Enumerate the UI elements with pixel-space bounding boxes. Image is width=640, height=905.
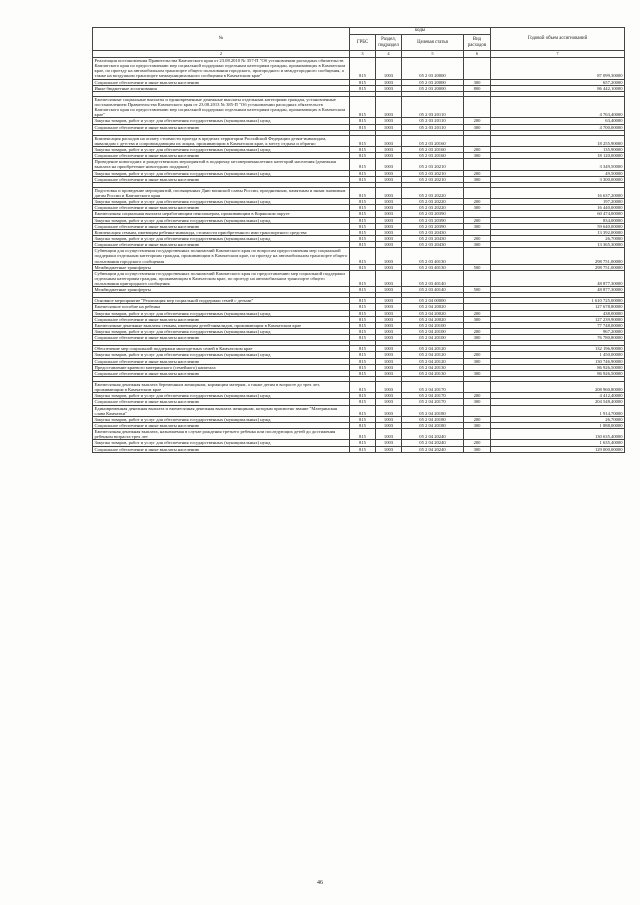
row-section-cell: 1003	[376, 264, 402, 270]
row-amount-cell: 135,90000	[491, 146, 625, 152]
row-amount-cell: 298 751,00000	[491, 264, 625, 270]
row-amount-cell: 298 751,00000	[491, 248, 625, 264]
row-amount-cell: 26,70000	[491, 235, 625, 241]
row-section-cell: 1003	[376, 440, 402, 446]
row-section-cell: 1003	[376, 146, 402, 152]
row-target-cell: 05 2 03 20220	[402, 199, 464, 205]
row-type-cell: 300	[464, 446, 491, 452]
row-section-cell: 1003	[376, 58, 402, 80]
row-type-cell: 200	[464, 118, 491, 124]
row-target-cell: 05 2 04 20120	[402, 358, 464, 364]
row-grbs-cell: 815	[350, 229, 376, 235]
row-target-cell: 05 2 03 20000	[402, 79, 464, 85]
row-name-cell: Социальное обеспечение и иные выплаты населению	[93, 358, 350, 364]
row-type-cell: 200	[464, 329, 491, 335]
row-target-cell: 05 2 03 20160	[402, 135, 464, 146]
row-target-cell: 05 2 04 20020	[402, 316, 464, 322]
row-amount-cell: 3 300,00000	[491, 176, 625, 182]
row-amount-cell: 967,20000	[491, 329, 625, 335]
row-name-cell: Обеспечение мер социальной поддержки многодетных семей в Камчатском крае	[93, 346, 350, 352]
row-target-cell: 05 2 03 20430	[402, 229, 464, 235]
row-target-cell: 05 2 04 20170	[402, 399, 464, 405]
row-type-cell: 800	[464, 85, 491, 91]
row-target-cell: 05 2 03 40140	[402, 287, 464, 293]
row-name-cell: Ежемесячная денежная выплата, назначаемая в случае рождения третьего ребенка или последующих детей до достижения ребенком возраста трех лет	[93, 429, 350, 440]
row-grbs-cell: 815	[350, 187, 376, 198]
row-amount-cell: 48 877,30000	[491, 270, 625, 286]
row-name-cell: Социальное обеспечение и иные выплаты населению	[93, 205, 350, 211]
row-type-cell	[464, 159, 491, 170]
row-target-cell: 05 2 03 20390	[402, 211, 464, 217]
row-section-cell: 1003	[376, 118, 402, 124]
row-name-cell: Социальное обеспечение и иные выплаты населению	[93, 223, 350, 229]
table-row	[93, 248, 625, 264]
row-section-cell: 1003	[376, 229, 402, 235]
row-target-cell: 05 2 04 20120	[402, 346, 464, 352]
row-amount-cell: 1 450,00000	[491, 352, 625, 358]
row-grbs-cell: 815	[350, 287, 376, 293]
row-type-cell: 300	[464, 176, 491, 182]
row-section-cell: 1003	[376, 199, 402, 205]
row-section-cell: 1003	[376, 346, 402, 352]
row-grbs-cell: 815	[350, 405, 376, 416]
row-amount-cell: 127 239,90000	[491, 316, 625, 322]
row-amount-cell: 1 635,40000	[491, 440, 625, 446]
row-target-cell: 05 2 03 20210	[402, 170, 464, 176]
row-grbs-cell: 815	[350, 85, 376, 91]
row-amount-cell: 13 392,00000	[491, 229, 625, 235]
row-grbs-cell: 815	[350, 223, 376, 229]
row-section-cell: 1003	[376, 153, 402, 159]
row-section-cell: 1003	[376, 310, 402, 316]
row-grbs-cell: 815	[350, 79, 376, 85]
row-section-cell: 1003	[376, 352, 402, 358]
header-type: Вид расходов	[464, 35, 491, 51]
row-grbs-cell: 815	[350, 423, 376, 429]
row-section-cell: 1003	[376, 322, 402, 328]
row-grbs-cell: 815	[350, 153, 376, 159]
row-section-cell: 1003	[376, 170, 402, 176]
row-target-cell: 05 2 04 20180	[402, 416, 464, 422]
row-target-cell: 05 2 04 20130	[402, 370, 464, 376]
row-amount-cell: 127 678,80000	[491, 304, 625, 310]
row-type-cell: 200	[464, 310, 491, 316]
row-name-cell: Социальное обеспечение и иные выплаты населению	[93, 370, 350, 376]
row-grbs-cell: 815	[350, 440, 376, 446]
row-amount-cell: 834,00000	[491, 217, 625, 223]
table-header	[93, 28, 625, 58]
row-grbs-cell: 815	[350, 310, 376, 316]
row-grbs-cell: 815	[350, 146, 376, 152]
row-section-cell: 1003	[376, 96, 402, 118]
row-amount-cell: 3 349,50000	[491, 159, 625, 170]
header-codes: коды	[350, 28, 491, 35]
row-grbs-cell: 815	[350, 211, 376, 217]
row-type-cell	[464, 382, 491, 393]
header-section: Раздел, подраздел	[376, 35, 402, 51]
row-section-cell: 1003	[376, 446, 402, 452]
row-grbs-cell: 815	[350, 242, 376, 248]
table-row	[93, 187, 625, 198]
row-name-cell: Компенсация семьям, имеющим ребенка-инвалида, стоимости приобретенного ими транспортного средства	[93, 229, 350, 235]
row-target-cell: 05 2 03 20000	[402, 58, 464, 80]
row-target-cell: 05 2 03 20160	[402, 153, 464, 159]
row-type-cell: 300	[464, 124, 491, 130]
row-type-cell: 200	[464, 235, 491, 241]
row-amount-cell: 13 365,30000	[491, 242, 625, 248]
row-amount-cell: 657,20000	[491, 79, 625, 85]
row-grbs-cell: 815	[350, 446, 376, 452]
row-target-cell: 05 2 03 40140	[402, 270, 464, 286]
row-name-cell: Социальное обеспечение и иные выплаты населению	[93, 399, 350, 405]
table-row	[93, 159, 625, 170]
row-name-cell: Субвенции для осуществления государственных полномочий Камчатского края по предоставлению мер социальной поддержки отдельным категориям граждан, проживающим в Камчатском крае, по проезду на автомобильном транспорте общего пользования пригородного сообщения	[93, 270, 350, 286]
table-row	[93, 429, 625, 440]
row-amount-cell: 438,00000	[491, 310, 625, 316]
table-row	[93, 135, 625, 146]
table-row	[93, 96, 625, 118]
row-amount-cell: 4 763,40000	[491, 96, 625, 118]
row-grbs-cell: 815	[350, 352, 376, 358]
row-name-cell: Проведение новогодних и рождественских мероприятий в подарочку несовершеннолетних категорий населения (денежная выплата на приобретение новогодних подарков)	[93, 159, 350, 170]
row-section-cell: 1003	[376, 287, 402, 293]
row-amount-cell: 130 746,90000	[491, 358, 625, 364]
row-type-cell: 300	[464, 335, 491, 341]
row-target-cell: 05 2 04 20130	[402, 364, 464, 370]
row-amount-cell: 129 000,00000	[491, 446, 625, 452]
row-section-cell: 1003	[376, 211, 402, 217]
row-name-cell: Закупка товаров, работ и услуг для обеспечения государственных (муниципальных) нужд	[93, 352, 350, 358]
row-section-cell: 1003	[376, 393, 402, 399]
row-name-cell: Закупка товаров, работ и услуг для обеспечения государственных (муниципальных) нужд	[93, 217, 350, 223]
row-target-cell: 05 2 04 20120	[402, 352, 464, 358]
row-type-cell	[464, 96, 491, 118]
row-type-cell	[464, 248, 491, 264]
row-target-cell: 05 2 04 20020	[402, 304, 464, 310]
row-type-cell	[464, 135, 491, 146]
row-grbs-cell: 815	[350, 322, 376, 328]
table-body	[93, 58, 625, 453]
row-name-cell: Закупка товаров, работ и услуг для обеспечения государственных (муниципальных) нужд	[93, 170, 350, 176]
row-amount-cell: 132 196,90000	[491, 346, 625, 352]
row-name-cell: Закупка товаров, работ и услуг для обеспечения государственных (муниципальных) нужд	[93, 146, 350, 152]
row-type-cell: 300	[464, 399, 491, 405]
row-target-cell: 05 2 03 20210	[402, 159, 464, 170]
row-amount-cell: 49,50000	[491, 170, 625, 176]
row-amount-cell: 59 640,00000	[491, 223, 625, 229]
column-index: 6	[464, 51, 491, 58]
row-amount-cell: 1 888,00000	[491, 423, 625, 429]
row-section-cell: 1003	[376, 382, 402, 393]
row-section-cell: 1003	[376, 248, 402, 264]
row-target-cell: 05 2 04 20170	[402, 393, 464, 399]
row-name-cell: Компенсация расходов на оплату стоимости проезда в пределах территории Российской Федерации детям-инвалидам, инвалидам с детства и сопровождающим их лицам, проживающим в Камчатском крае, к месту отдыха и обратно	[93, 135, 350, 146]
column-index: 3	[350, 51, 376, 58]
row-type-cell: 300	[464, 153, 491, 159]
row-target-cell: 05 2 03 20210	[402, 176, 464, 182]
row-target-cell: 05 2 03 20110	[402, 96, 464, 118]
row-section-cell: 1003	[376, 423, 402, 429]
row-name-cell: Закупка товаров, работ и услуг для обеспечения государственных (муниципальных) нужд	[93, 310, 350, 316]
row-name-cell: Субвенции для осуществления государственных полномочий Камчатского края по вопросам предоставления мер социальной поддержки отдельным категориям граждан, проживающим в Камчатском крае, по проезду на автомобильном транспорте общего пользования городского сообщения	[93, 248, 350, 264]
row-grbs-cell: 815	[350, 235, 376, 241]
header-amount: Годовой объем ассигнований	[491, 28, 625, 51]
row-target-cell: 05 2 04 20240	[402, 440, 464, 446]
budget-table	[92, 27, 625, 453]
row-section-cell: 1003	[376, 223, 402, 229]
row-section-cell: 1003	[376, 405, 402, 416]
row-grbs-cell: 815	[350, 96, 376, 118]
row-grbs-cell: 815	[350, 264, 376, 270]
column-index-row	[93, 51, 625, 58]
row-name-cell: Закупка товаров, работ и услуг для обеспечения государственных (муниципальных) нужд	[93, 235, 350, 241]
row-amount-cell: 204 548,40000	[491, 399, 625, 405]
row-name-cell: Социальное обеспечение и иные выплаты населению	[93, 316, 350, 322]
row-type-cell	[464, 58, 491, 80]
row-section-cell: 1003	[376, 124, 402, 130]
row-name-cell: Социальное обеспечение и иные выплаты населению	[93, 242, 350, 248]
row-type-cell: 200	[464, 416, 491, 422]
row-section-cell: 1003	[376, 298, 402, 304]
table-row	[93, 58, 625, 80]
row-amount-cell: 48 877,30000	[491, 287, 625, 293]
row-type-cell: 200	[464, 440, 491, 446]
row-type-cell: 200	[464, 146, 491, 152]
row-grbs-cell: 815	[350, 217, 376, 223]
row-grbs-cell: 815	[350, 370, 376, 376]
row-grbs-cell: 815	[350, 335, 376, 341]
row-grbs-cell: 815	[350, 416, 376, 422]
row-grbs-cell: 815	[350, 205, 376, 211]
row-grbs-cell: 815	[350, 393, 376, 399]
row-name-cell: Социальное обеспечение и иные выплаты населению	[93, 124, 350, 130]
row-type-cell: 300	[464, 316, 491, 322]
row-amount-cell: 18 255,90000	[491, 135, 625, 146]
row-target-cell: 05 2 04 00000	[402, 298, 464, 304]
row-section-cell: 1003	[376, 429, 402, 440]
row-target-cell: 05 2 03 20160	[402, 146, 464, 152]
row-grbs-cell: 815	[350, 176, 376, 182]
row-amount-cell: 4 412,40000	[491, 393, 625, 399]
row-grbs-cell: 815	[350, 124, 376, 130]
row-target-cell: 05 2 04 20020	[402, 310, 464, 316]
header-target: Целевая статья	[402, 35, 464, 51]
row-grbs-cell: 815	[350, 135, 376, 146]
header-no: №	[93, 28, 350, 51]
row-name-cell: Социальное обеспечение и иные выплаты населению	[93, 446, 350, 452]
row-section-cell: 1003	[376, 304, 402, 310]
row-section-cell: 1003	[376, 235, 402, 241]
row-section-cell: 1003	[376, 370, 402, 376]
row-amount-cell: 77 748,00000	[491, 322, 625, 328]
row-target-cell: 05 2 04 20100	[402, 322, 464, 328]
row-grbs-cell: 815	[350, 170, 376, 176]
row-name-cell: Основное мероприятие "Реализация мер социальной поддержки семей с детьми"	[93, 298, 350, 304]
row-section-cell: 1003	[376, 79, 402, 85]
row-type-cell	[464, 270, 491, 286]
header-grbs: ГРБС	[350, 35, 376, 51]
row-target-cell: 05 2 03 20110	[402, 124, 464, 130]
row-amount-cell: 26,70000	[491, 416, 625, 422]
row-target-cell: 05 2 03 20220	[402, 205, 464, 211]
row-target-cell: 05 2 03 20000	[402, 85, 464, 91]
row-grbs-cell: 815	[350, 58, 376, 80]
row-grbs-cell: 815	[350, 304, 376, 310]
row-section-cell: 1003	[376, 270, 402, 286]
row-grbs-cell: 815	[350, 346, 376, 352]
row-target-cell: 05 2 03 20390	[402, 223, 464, 229]
row-name-cell: Закупка товаров, работ и услуг для обеспечения государственных (муниципальных) нужд	[93, 118, 350, 124]
row-amount-cell: 87 099,30000	[491, 58, 625, 80]
column-index: 2	[93, 51, 350, 58]
row-type-cell	[464, 405, 491, 416]
row-target-cell: 05 2 04 20240	[402, 446, 464, 452]
row-target-cell: 05 2 03 20430	[402, 242, 464, 248]
row-type-cell: 300	[464, 205, 491, 211]
row-section-cell: 1003	[376, 399, 402, 405]
row-name-cell: Социальное обеспечение и иные выплаты населению	[93, 79, 350, 85]
table-row	[93, 446, 625, 452]
row-section-cell: 1003	[376, 242, 402, 248]
row-grbs-cell: 815	[350, 364, 376, 370]
row-section-cell: 1003	[376, 85, 402, 91]
table-row	[93, 382, 625, 393]
row-section-cell: 1003	[376, 329, 402, 335]
row-grbs-cell: 815	[350, 329, 376, 335]
row-section-cell: 1003	[376, 159, 402, 170]
row-amount-cell: 60 474,00000	[491, 211, 625, 217]
row-target-cell: 05 2 04 20240	[402, 429, 464, 440]
row-section-cell: 1003	[376, 187, 402, 198]
row-name-cell: Закупка товаров, работ и услуг для обеспечения государственных (муниципальных) нужд	[93, 393, 350, 399]
row-name-cell: Социальное обеспечение и иные выплаты населению	[93, 153, 350, 159]
row-amount-cell: 4 700,00000	[491, 124, 625, 130]
row-target-cell: 05 2 03 20220	[402, 187, 464, 198]
row-grbs-cell: 815	[350, 199, 376, 205]
row-type-cell: 500	[464, 264, 491, 270]
row-name-cell: Закупка товаров, работ и услуг для обеспечения государственных (муниципальных) нужд	[93, 199, 350, 205]
row-type-cell: 300	[464, 370, 491, 376]
row-type-cell: 200	[464, 352, 491, 358]
row-target-cell: 05 2 04 20180	[402, 423, 464, 429]
row-name-cell: Социальное обеспечение и иные выплаты населению	[93, 423, 350, 429]
row-grbs-cell: 815	[350, 316, 376, 322]
row-amount-cell: 63,40000	[491, 118, 625, 124]
table-row	[93, 270, 625, 286]
row-grbs-cell: 815	[350, 382, 376, 393]
row-section-cell: 1003	[376, 316, 402, 322]
row-name-cell: Межбюджетные трансферты	[93, 287, 350, 293]
row-amount-cell: 1 914,70000	[491, 405, 625, 416]
row-type-cell: 200	[464, 199, 491, 205]
row-name-cell: Ежемесячные денежные выплаты семьям, имеющим детей-инвалидов, проживающим в Камчатском крае	[93, 322, 350, 328]
row-target-cell: 05 2 04 20180	[402, 405, 464, 416]
row-type-cell: 300	[464, 242, 491, 248]
row-section-cell: 1003	[376, 217, 402, 223]
row-name-cell: Единовременная денежная выплата и ежемесячная денежная выплата женщинам, которым присвоено звание "Материнская слава Камчатки"	[93, 405, 350, 416]
row-name-cell: Закупка товаров, работ и услуг для обеспечения государственных (муниципальных) нужд	[93, 416, 350, 422]
row-section-cell: 1003	[376, 335, 402, 341]
row-type-cell: 200	[464, 217, 491, 223]
row-grbs-cell: 815	[350, 399, 376, 405]
row-type-cell	[464, 429, 491, 440]
row-target-cell: 05 2 04 20170	[402, 382, 464, 393]
row-amount-cell: 16 637,20000	[491, 187, 625, 198]
row-type-cell: 500	[464, 287, 491, 293]
row-amount-cell: 208 960,80000	[491, 382, 625, 393]
row-amount-cell: 18 120,00000	[491, 153, 625, 159]
table-row	[93, 405, 625, 416]
row-amount-cell: 130 635,40000	[491, 429, 625, 440]
row-amount-cell: 16 440,00000	[491, 205, 625, 211]
row-target-cell: 05 2 04 20100	[402, 335, 464, 341]
row-name-cell: Закупка товаров, работ и услуг для обеспечения государственных (муниципальных) нужд	[93, 440, 350, 446]
column-index: 5	[402, 51, 464, 58]
row-section-cell: 1003	[376, 416, 402, 422]
row-name-cell: Социальное обеспечение и иные выплаты населению	[93, 335, 350, 341]
row-name-cell: Ежемесячные социальные выплаты и единовременные денежные выплаты отдельным категориям граждан, установленные постановлением Правительства Камчатского края от 23.08.2013 № 385-П "Об установлении расходных обязательств Камчатского края по предоставлению мер социальной поддержки отдельным категориям граждан, проживающих в Камчатском крае"	[93, 96, 350, 118]
row-type-cell: 300	[464, 79, 491, 85]
row-name-cell: Ежемесячная социальная выплата неработающим пенсионерам, проживающим в Корякском округе	[93, 211, 350, 217]
row-name-cell: Подготовка и проведение мероприятий, посвященных Дню воинской славы России, праздничным, памятным и иным значимым датам России и Камчатского края	[93, 187, 350, 198]
row-grbs-cell: 815	[350, 358, 376, 364]
row-target-cell: 05 2 03 40130	[402, 264, 464, 270]
row-amount-cell: 76 780,80000	[491, 335, 625, 341]
row-target-cell: 05 2 04 20100	[402, 329, 464, 335]
row-name-cell: Иные бюджетные ассигнования	[93, 85, 350, 91]
row-type-cell: 200	[464, 170, 491, 176]
row-amount-cell: 86 926,50000	[491, 364, 625, 370]
row-grbs-cell: 815	[350, 429, 376, 440]
row-target-cell: 05 2 03 20430	[402, 235, 464, 241]
row-grbs-cell: 815	[350, 270, 376, 286]
row-target-cell: 05 2 03 20110	[402, 118, 464, 124]
row-target-cell: 05 2 03 40130	[402, 248, 464, 264]
row-name-cell: Закупка товаров, работ и услуг для обеспечения государственных (муниципальных) нужд	[93, 329, 350, 335]
row-grbs-cell: 815	[350, 298, 376, 304]
row-section-cell: 1003	[376, 176, 402, 182]
row-section-cell: 1003	[376, 205, 402, 211]
row-name-cell: Ежемесячное пособие на ребенка	[93, 304, 350, 310]
page-number: 46	[317, 880, 323, 886]
row-type-cell: 300	[464, 423, 491, 429]
row-target-cell: 05 2 03 20390	[402, 217, 464, 223]
row-section-cell: 1003	[376, 364, 402, 370]
row-amount-cell: 197,20000	[491, 199, 625, 205]
row-amount-cell: 1 610 725,00000	[491, 298, 625, 304]
row-name-cell: Ежемесячная денежная выплата беременным женщинам, кормящим матерям, а также детям в возрасте до трех лет, проживающим в Камчатском крае	[93, 382, 350, 393]
row-type-cell: 300	[464, 358, 491, 364]
column-index: 4	[376, 51, 402, 58]
row-name-cell: Предоставление краевого материнского (семейного) капитала	[93, 364, 350, 370]
row-type-cell: 300	[464, 223, 491, 229]
row-amount-cell: 86 926,50000	[491, 370, 625, 376]
row-grbs-cell: 815	[350, 248, 376, 264]
row-section-cell: 1003	[376, 135, 402, 146]
row-grbs-cell: 815	[350, 159, 376, 170]
row-name-cell: Реализация постановления Правительства Камчатского края от 23.08.2010 № 357-П "Об установлении расходных обязательств Камчатского края по предоставлению мер социальной поддержки отдельным категориям граждан, проживающих в Камчатском крае, по проезду на автомобильном транспорте общего пользования городского, пригородного и междугородного сообщения, а также на воздушном транспорте межмуниципального сообщения в Камчатском крае"	[93, 58, 350, 80]
row-name-cell: Социальное обеспечение и иные выплаты населению	[93, 176, 350, 182]
row-grbs-cell: 815	[350, 118, 376, 124]
row-section-cell: 1003	[376, 358, 402, 364]
row-type-cell	[464, 187, 491, 198]
row-name-cell: Межбюджетные трансферты	[93, 264, 350, 270]
row-type-cell: 200	[464, 393, 491, 399]
column-index: 7	[491, 51, 625, 58]
row-amount-cell: 86 442,10000	[491, 85, 625, 91]
